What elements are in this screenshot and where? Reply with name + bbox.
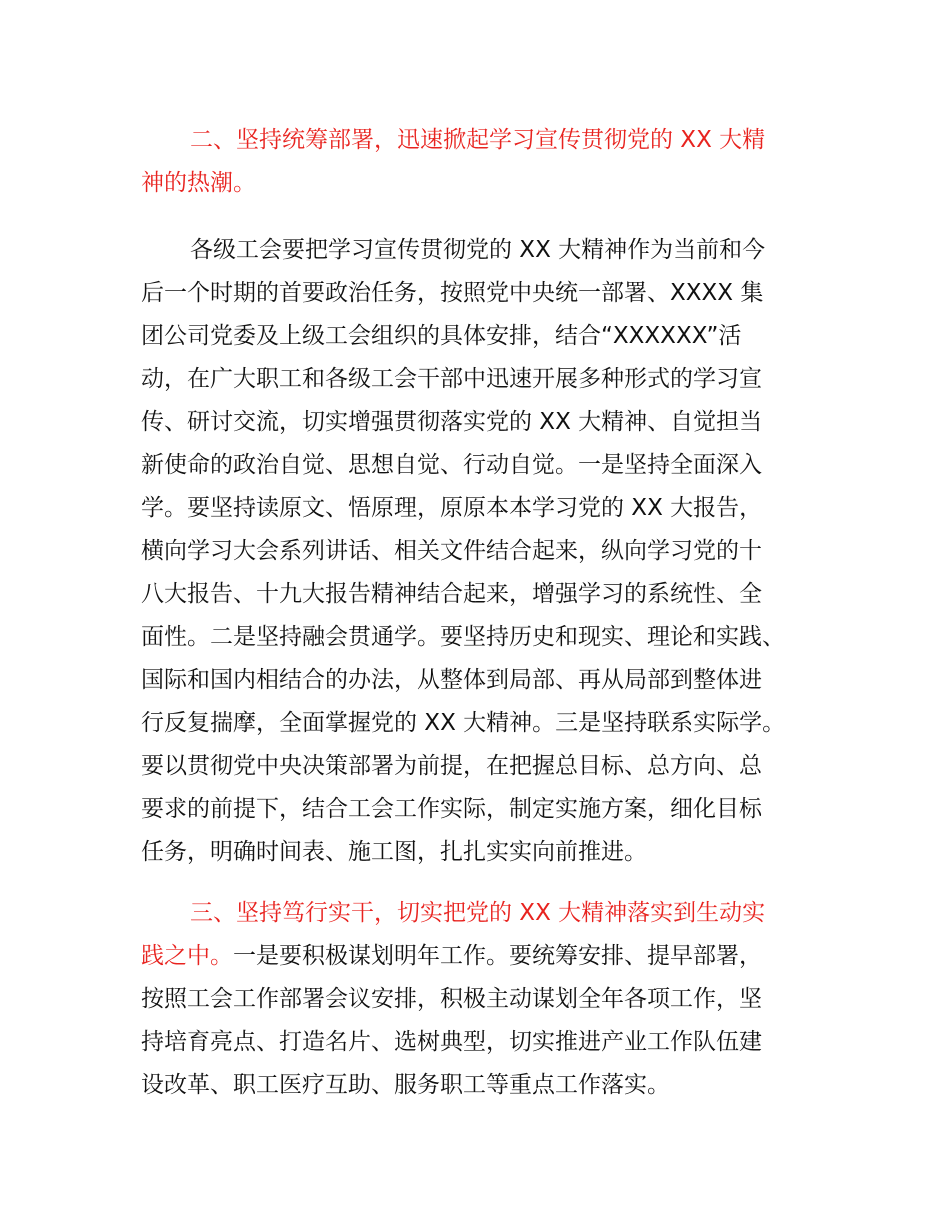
paragraph-line: 持培育亮点、打造名片、选树典型，切实推进产业工作队伍建: [141, 1029, 762, 1055]
paragraph-line: 新使命的政治自觉、思想自觉、行动自觉。一是坚持全面深入: [141, 452, 762, 478]
paragraph-line: 团公司党委及上级工会组织的具体安排，结合“XXXXXX”活: [141, 323, 742, 349]
paragraph-line: 要求的前提下，结合工会工作实际，制定实施方案，细化目标: [141, 796, 762, 822]
paragraph-line: 要以贯彻党中央决策部署为前提，在把握总目标、总方向、总: [141, 753, 762, 779]
paragraph-line: 设改革、职工医疗互助、服务职工等重点工作落实。: [141, 1072, 670, 1098]
paragraph-line: 传、研讨交流，切实增强贯彻落实党的 XX 大精神、自觉担当: [141, 409, 763, 435]
section-3-text: 一是要积极谋划明年工作。要统筹安排、提早部署，: [233, 943, 762, 969]
paragraph-line: 按照工会工作部署会议安排，积极主动谋划全年各项工作，坚: [141, 986, 762, 1012]
paragraph-line: 行反复揣摩，全面掌握党的 XX 大精神。三是坚持联系实际学。: [141, 710, 786, 736]
paragraph-line: 学。要坚持读原文、悟原理，原原本本学习党的 XX 大报告，: [141, 495, 763, 521]
paragraph-line: 任务，明确时间表、施工图，扎扎实实向前推进。: [141, 839, 647, 865]
section-2-heading-line-1: 二、坚持统筹部署，迅速掀起学习宣传贯彻党的 XX 大精: [190, 127, 766, 153]
paragraph-line: 后一个时期的首要政治任务，按照党中央统一部署、XXXX 集: [141, 280, 764, 306]
paragraph-line: 面性。二是坚持融会贯通学。要坚持历史和现实、理论和实践、: [141, 624, 785, 650]
section-2-heading-line-2: 神的热潮。: [141, 170, 256, 196]
section-3-heading-line-1: 三、坚持笃行实干，切实把党的 XX 大精神落实到生动实: [190, 900, 766, 926]
paragraph-line: 各级工会要把学习宣传贯彻党的 XX 大精神作为当前和今: [190, 237, 766, 263]
paragraph-line: 动，在广大职工和各级工会干部中迅速开展多种形式的学习宣: [141, 366, 762, 392]
paragraph-line: 国际和国内相结合的办法，从整体到局部、再从局部到整体进: [141, 667, 762, 693]
section-3-heading-end: 践之中。: [141, 943, 233, 969]
paragraph-line: 八大报告、十九大报告精神结合起来，增强学习的系统性、全: [141, 581, 762, 607]
section-3-line-2: [141, 934, 762, 978]
paragraph-line: 横向学习大会系列讲话、相关文件结合起来，纵向学习党的十: [141, 538, 762, 564]
